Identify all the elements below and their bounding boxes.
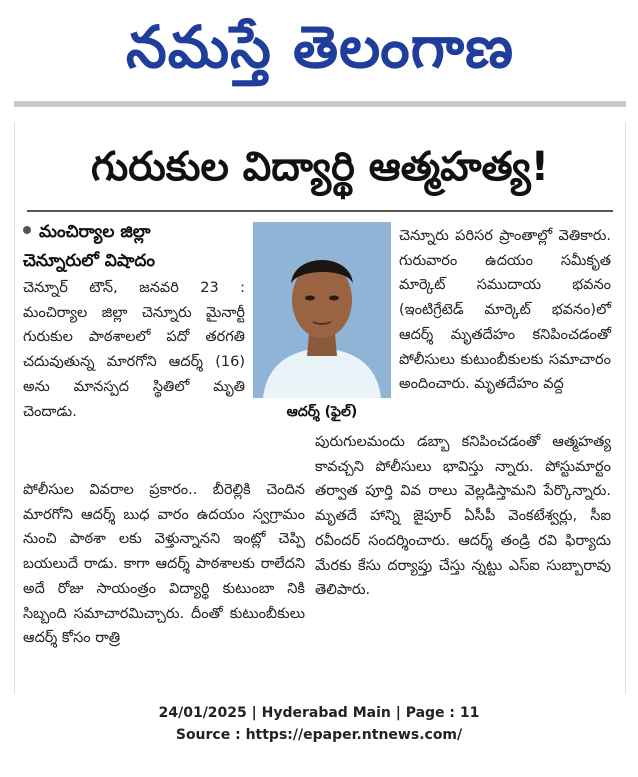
lower-left-column: [23, 478, 305, 651]
photo-block: [253, 222, 391, 432]
portrait-image: [253, 222, 391, 398]
subhead-1: [23, 218, 245, 247]
lower-right-text: పురుగులమందు డబ్బా కనిపించడంతో ఆత్మహత్య కావచ్చని పోలీసులు భావిస్తు న్నారు. పోస్టుమార్టం తర్వాత పూర్తి వివ రాలు వెల్లడిస్తామని పేర్కొన్నారు. మృతదే హాన్ని జైపూర్ ఏసీపీ వెంకటేశ్వర్లు, సీఐ రవీందర్ సందర్శించారు. ఆదర్శ్ తండ్రి రవి ఫిర్యాదు మేరకు కేసు దర్యాప్తు చేస్తు న్నట్టు ఎస్ఐ సుబ్బారావు తెలిపారు.: [315, 434, 611, 599]
right-column: [399, 224, 611, 397]
page-footer: [0, 702, 638, 746]
masthead: [0, 0, 638, 100]
article-headline: గురుకుల విద్యార్థి ఆత్మహత్య!: [91, 144, 549, 190]
masthead-title: నమస్తే తెలంగాణ: [126, 13, 514, 81]
lower-left-text: పోలీసుల వివరాల ప్రకారం.. బీరెల్లికి చెందిన మారగోని ఆదర్శ్ బుధ వారం ఉదయం స్వగ్రామం నుంచి పాఠశా లకు వెళ్తున్నానని ఇంట్లో చెప్పి బయలుదే రాడు. కాగా ఆదర్శ్ పాఠశాలకు రాలేదని అదే రోజు సాయంత్రం విద్యార్థి కుటుంబా నికి సిబ్బంది సమాచారమిచ్చారు. దీంతో కుటుంబీకులు ఆదర్శ్ కోసం రాత్రి: [23, 482, 305, 647]
right-column-text: చెన్నూరు పరిసర ప్రాంతాల్లో వెతికారు. గురువారం ఉదయం సమీకృత మార్కెట్ సముదాయ భవనం (ఇంటిగ్రేటెడ్ మార్కెట్ భవనం)లో ఆదర్శ్ మృతదేహం కనిపించడంతో పోలీసులు కుటుంబీకులకు సమాచారం అందించారు. మృతదేహం వద్ద: [399, 228, 611, 393]
headline-divider: [27, 210, 613, 212]
photo-caption: ఆదర్శ్ (ఫైల్): [286, 404, 358, 420]
left-column: [23, 218, 245, 424]
subhead-1-text: మంచిర్యాల జిల్లా: [39, 222, 151, 242]
news-clipping: [14, 122, 626, 694]
lower-right-column: [315, 430, 611, 603]
footer-source: Source : https://epaper.ntnews.com/: [175, 727, 463, 743]
left-column-text: చెన్నూర్ టౌన్, జనవరి 23 : మంచిర్యాల జిల్లా చెన్నూరు మైనార్టీ గురుకుల పాఠశాలలో పదో తరగతి చదువుతున్న మారగోని ఆదర్శ్ (16) అను మానస్పద స్థితిలో మృతి చెందాడు.: [23, 280, 245, 420]
bullet-icon: [23, 226, 31, 234]
masthead-divider: [14, 101, 626, 107]
student-photo: [253, 222, 391, 398]
footer-date-edition: 24/01/2025 | Hyderabad Main | Page : 11: [158, 705, 480, 721]
subhead-2: చెన్నూరులో విషాదం: [23, 251, 156, 271]
